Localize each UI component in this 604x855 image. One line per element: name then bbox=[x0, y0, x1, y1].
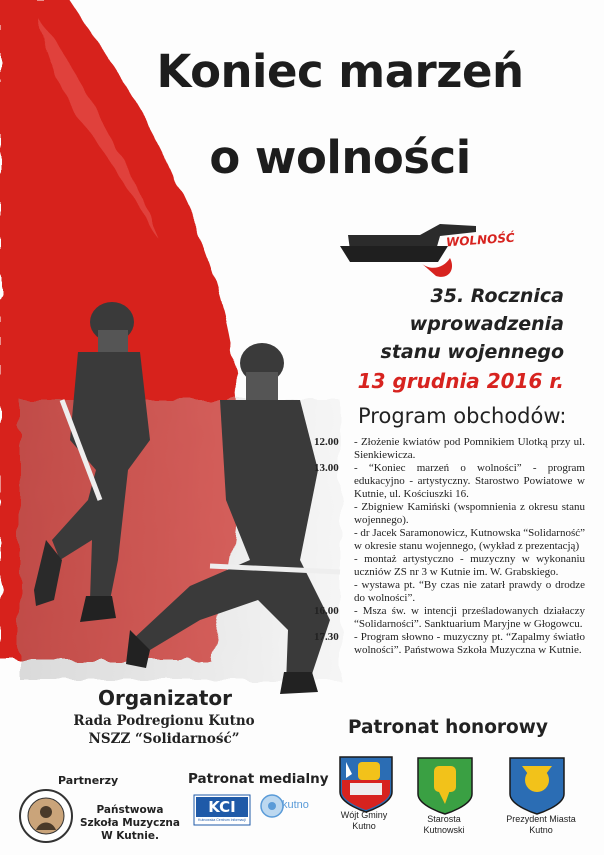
program-item bbox=[314, 527, 585, 553]
organizer-title: Organizator bbox=[97, 686, 233, 710]
program-item-text: - Zbigniew Kamiński (wspomnienia z okresu stanu wojennego). bbox=[354, 501, 585, 526]
program-item-time: 13.00 bbox=[314, 462, 339, 474]
program-item-time bbox=[314, 579, 354, 605]
program-item bbox=[314, 462, 585, 501]
title-line-2: o wolności bbox=[209, 131, 471, 184]
organizer-line-1: Rada Podregionu Kutno bbox=[73, 713, 255, 729]
partners-title: Partnerzy bbox=[58, 774, 119, 787]
event-date: 13 grudnia 2016 r. bbox=[357, 369, 564, 393]
program-item-time: 17.30 bbox=[314, 631, 339, 643]
program-list bbox=[314, 436, 585, 657]
coat-of-arms-miasto bbox=[510, 758, 564, 814]
patron-title: Patronat honorowy bbox=[348, 717, 548, 738]
program-item-text: - Msza św. w intencji prześladowanych działaczy “Solidarności”. Sanktuarium Maryjne w Głogowcu. bbox=[354, 605, 585, 630]
anniversary-line-3: stanu wojennego bbox=[380, 341, 564, 363]
program-item-text: - Program słowno - muzyczny pt. “Zapalmy światło wolności”. Państwowa Szkoła Muzyczna w Kutnie. bbox=[354, 631, 585, 656]
kci-label: KCI bbox=[208, 798, 236, 816]
program-item bbox=[314, 579, 585, 605]
program-item-time bbox=[314, 501, 354, 527]
school-emblem bbox=[20, 790, 72, 842]
patron-caption-3: Prezydent Miasta Kutno bbox=[506, 814, 576, 835]
program-title: Program obchodów: bbox=[358, 404, 567, 428]
program-item bbox=[314, 631, 585, 657]
organizer-line-2: NSZZ “Solidarność” bbox=[88, 731, 240, 747]
program-item-text: - wystawa pt. “By czas nie zatarł prawdy o drodze do wolności”. bbox=[354, 579, 585, 604]
program-item-time: 12.00 bbox=[314, 436, 339, 448]
program-item-text: - “Koniec marzeń o wolności” - program edukacyjno - artystyczny. Starostwo Powiatowe w Kutnie, ul. Kościuszki 16. bbox=[354, 462, 585, 500]
title-line-1: Koniec marzeń bbox=[156, 45, 524, 98]
program-item-text: - montaż artystyczno - muzyczny w wykonaniu uczniów ZS nr 3 w Kutnie im. W. Grabskiego. bbox=[354, 553, 585, 578]
kutno-label: kutno bbox=[282, 799, 309, 811]
tank-silhouette bbox=[340, 224, 476, 277]
program-item-time: 16.00 bbox=[314, 605, 339, 617]
coat-of-arms-gmina bbox=[340, 757, 392, 812]
anniversary-line-2: wprowadzenia bbox=[409, 313, 564, 335]
program-item bbox=[314, 501, 585, 527]
program-item bbox=[314, 605, 585, 631]
anniversary-line-1: 35. Rocznica bbox=[430, 285, 564, 307]
program-item-time bbox=[314, 527, 354, 553]
patron-caption-1: Wójt Gminy Kutno bbox=[340, 810, 388, 831]
program-item bbox=[314, 436, 585, 462]
solidarnosc-banner: WOLNOŚĆ bbox=[445, 230, 516, 250]
media-patron-title: Patronat medialny bbox=[188, 771, 329, 787]
partner-school: Państwowa Szkoła Muzyczna W Kutnie. bbox=[79, 804, 180, 842]
program-item-time bbox=[314, 553, 354, 579]
coat-of-arms-starosta bbox=[418, 758, 472, 814]
program-item-text: - Złożenie kwiatów pod Pomnikiem Ulotką przy ul. Sienkiewicza. bbox=[354, 436, 585, 461]
kutno-logo bbox=[261, 795, 283, 817]
patron-caption-2: Starosta Kutnowski bbox=[423, 814, 465, 835]
program-item-text: - dr Jacek Saramonowicz, Kutnowska “Solidarność” w okresie stanu wojennego, (wykład z prezentacją) bbox=[354, 527, 585, 552]
program-item bbox=[314, 553, 585, 579]
kci-subtitle: Kutnowska Centrum Informacji bbox=[198, 818, 246, 822]
